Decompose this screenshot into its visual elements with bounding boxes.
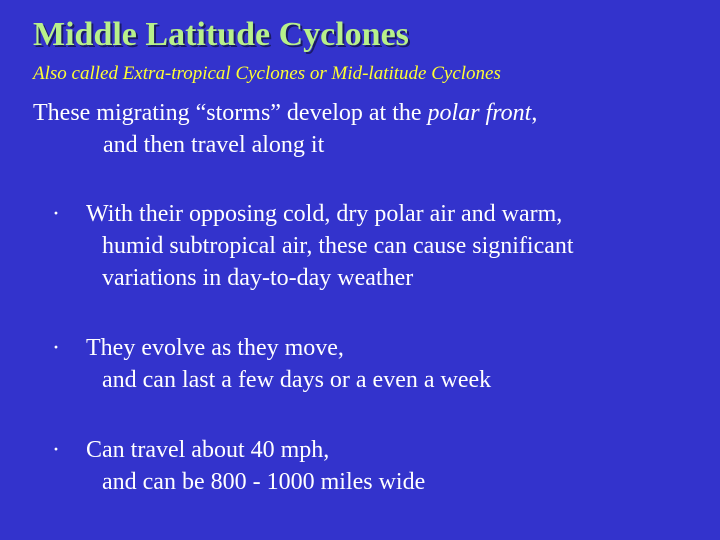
bullet-continuation-line: humid subtropical air, these can cause significant (102, 233, 574, 259)
intro-line-2: and then travel along it (103, 132, 325, 158)
bullet-continuation-line: and can last a few days or a even a week (102, 367, 492, 393)
bullet-item (52, 198, 692, 294)
bullet-continuation-line: variations in day-to-day weather (102, 265, 414, 291)
bullet-continuation-line: and can be 800 - 1000 miles wide (102, 469, 426, 495)
slide-subtitle: Also called Extra-tropical Cyclones or Mid-latitude Cyclones (33, 63, 501, 84)
bullet-icon: · (52, 201, 60, 227)
intro-text-before: These migrating “storms” develop at the (33, 100, 428, 126)
bullet-item (52, 434, 692, 498)
bullet-first-line: With their opposing cold, dry polar air and warm, (86, 201, 563, 227)
bullet-icon: · (52, 437, 60, 463)
intro-emphasis: polar front (427, 100, 532, 126)
slide-title: Middle Latitude Cyclones (33, 16, 409, 53)
intro-paragraph (33, 97, 693, 161)
bullet-icon: · (52, 335, 60, 361)
bullet-first-line: They evolve as they move, (86, 335, 344, 361)
bullet-item (52, 332, 692, 396)
bullet-first-line: Can travel about 40 mph, (86, 437, 330, 463)
intro-text-after: , (531, 100, 538, 126)
